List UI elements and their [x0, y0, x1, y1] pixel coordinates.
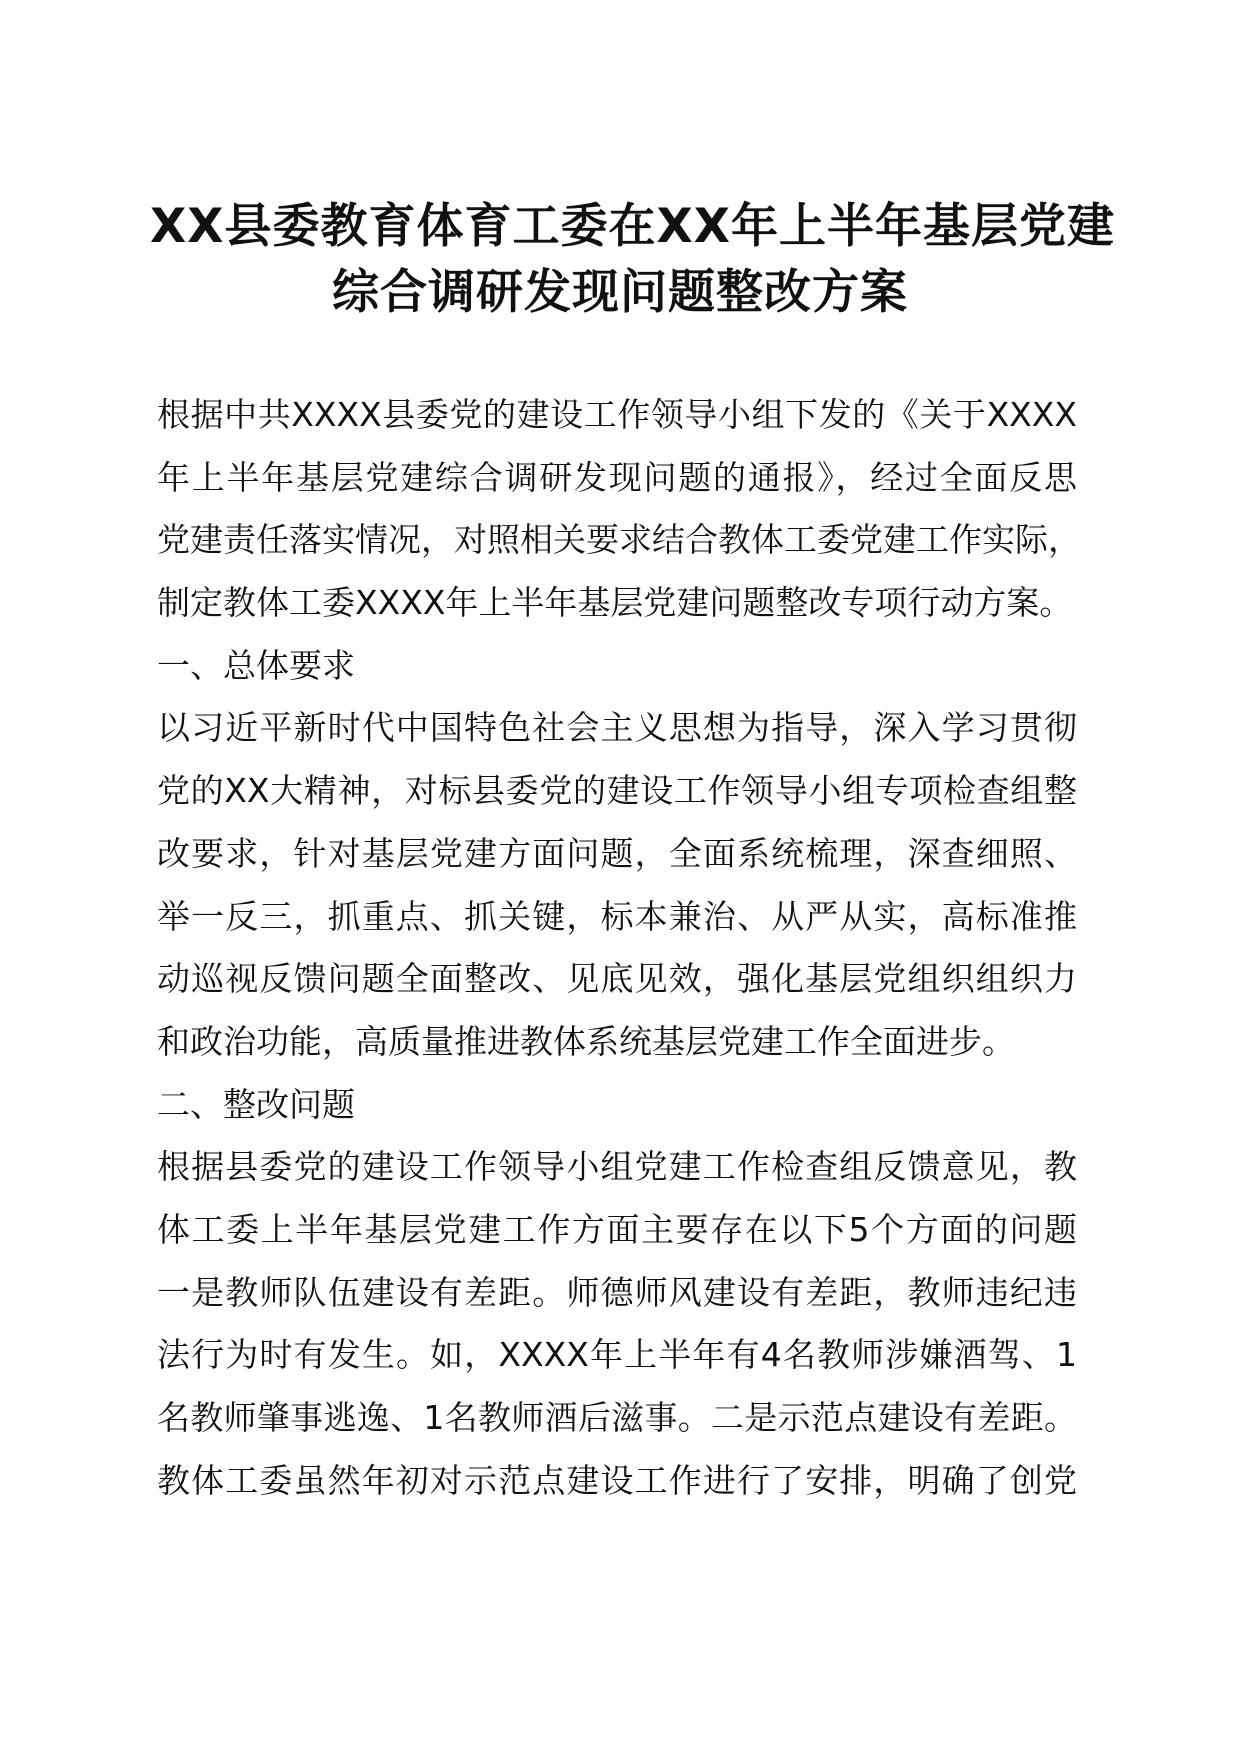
body-line: 改要求，针对基层党建方面问题，全面系统梳理，深查细照、: [157, 833, 1077, 873]
document-body: [157, 384, 1081, 1512]
section-heading: 一、总体要求: [157, 645, 355, 685]
title-line: XX县委教育体育工委在XX年上半年基层党建: [150, 199, 1115, 254]
body-line: 名教师肇事逃逸、1名教师酒后滋事。二是示范点建设有差距。: [157, 1398, 1077, 1437]
body-line: 以习近平新时代中国特色社会主义思想为指导，深入学习贯彻: [157, 708, 1077, 748]
body-line: 教体工委虽然年初对示范点建设工作进行了安排，明确了创党: [157, 1460, 1077, 1500]
body-line: 动巡视反馈问题全面整改、见底见效，强化基层党组织组织力: [157, 959, 1077, 999]
body-line: 党的XX大精神，对标县委党的建设工作领导小组专项检查组整: [157, 771, 1077, 811]
body-line: 党建责任落实情况，对照相关要求结合教体工委党建工作实际，: [157, 520, 1081, 560]
body-line: 体工委上半年基层党建工作方面主要存在以下5个方面的问题: [157, 1209, 1077, 1249]
body-line: 和政治功能，高质量推进教体系统基层党建工作全面进步。: [157, 1021, 1015, 1061]
body-line: 根据县委党的建设工作领导小组党建工作检查组反馈意见，教: [157, 1147, 1077, 1187]
document-title: [150, 194, 1115, 326]
body-line: 年上半年基层党建综合调研发现问题的通报》，经过全面反思: [157, 457, 1077, 497]
body-line: 根据中共XXXX县委党的建设工作领导小组下发的《关于XXXX: [157, 395, 1077, 434]
section-heading: 二、整改问题: [157, 1084, 355, 1124]
body-line: 法行为时有发生。如，XXXX年上半年有4名教师涉嫌酒驾、1: [157, 1335, 1077, 1375]
title-line: 综合调研发现问题整改方案: [332, 265, 908, 320]
body-line: 制定教体工委XXXX年上半年基层党建问题整改专项行动方案。: [157, 583, 1073, 623]
body-line: 一是教师队伍建设有差距。师德师风建设有差距，教师违纪违: [157, 1272, 1077, 1312]
body-line: 举一反三，抓重点、抓关键，标本兼治、从严从实，高标准推: [157, 896, 1077, 936]
